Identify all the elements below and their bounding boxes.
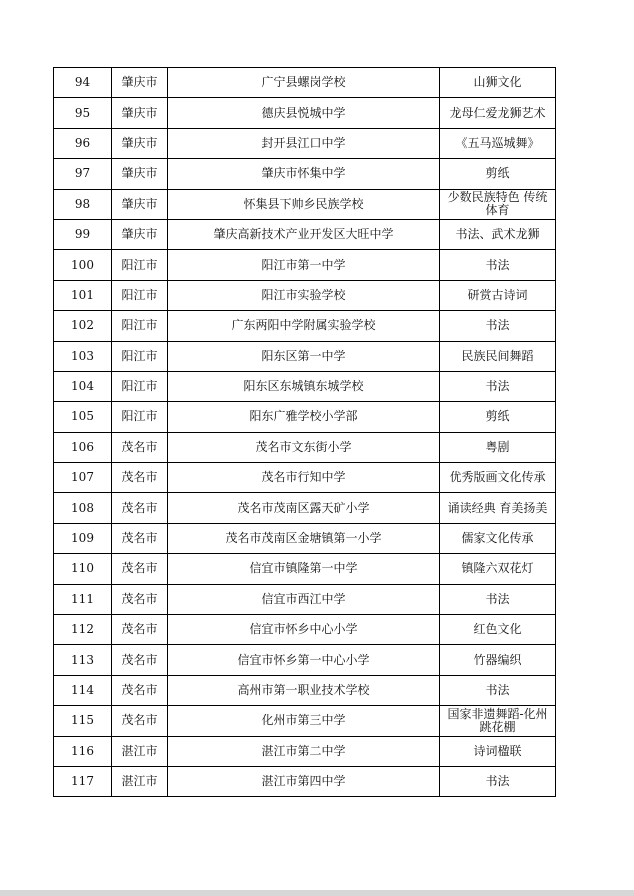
school-name-cell: 信宜市镇隆第一中学: [168, 554, 440, 584]
row-number-cell: 115: [54, 706, 112, 736]
feature-cell: 优秀版画文化传承: [440, 463, 556, 493]
city-cell: 肇庆市: [112, 128, 168, 158]
table-body: [54, 68, 556, 797]
city-cell: 肇庆市: [112, 159, 168, 189]
row-number-cell: 104: [54, 371, 112, 401]
row-number-cell: 95: [54, 98, 112, 128]
table-row: [54, 250, 556, 280]
table-row: [54, 645, 556, 675]
city-cell: 阳江市: [112, 311, 168, 341]
feature-cell: 研赏古诗词: [440, 280, 556, 310]
feature-cell: 国家非遗舞蹈-化州跳花棚: [440, 706, 556, 736]
city-cell: 阳江市: [112, 371, 168, 401]
row-number-cell: 102: [54, 311, 112, 341]
city-cell: 肇庆市: [112, 68, 168, 98]
feature-cell: 书法: [440, 766, 556, 796]
table-row: [54, 493, 556, 523]
feature-cell: 少数民族特色 传统体育: [440, 189, 556, 219]
row-number-cell: 114: [54, 675, 112, 705]
table-row: [54, 736, 556, 766]
feature-cell: 诗词楹联: [440, 736, 556, 766]
school-name-cell: 阳江市第一中学: [168, 250, 440, 280]
school-name-cell: 肇庆市怀集中学: [168, 159, 440, 189]
row-number-cell: 98: [54, 189, 112, 219]
school-name-cell: 湛江市第四中学: [168, 766, 440, 796]
city-cell: 阳江市: [112, 280, 168, 310]
row-number-cell: 108: [54, 493, 112, 523]
row-number-cell: 106: [54, 432, 112, 462]
row-number-cell: 103: [54, 341, 112, 371]
city-cell: 湛江市: [112, 736, 168, 766]
row-number-cell: 100: [54, 250, 112, 280]
feature-cell: 镇隆六双花灯: [440, 554, 556, 584]
table-row: [54, 432, 556, 462]
city-cell: 肇庆市: [112, 219, 168, 249]
feature-cell: 书法、武术龙狮: [440, 219, 556, 249]
table-row: [54, 311, 556, 341]
table-row: [54, 68, 556, 98]
school-name-cell: 封开县江口中学: [168, 128, 440, 158]
school-name-cell: 湛江市第二中学: [168, 736, 440, 766]
city-cell: 茂名市: [112, 554, 168, 584]
table-row: [54, 219, 556, 249]
row-number-cell: 94: [54, 68, 112, 98]
table-row: [54, 189, 556, 219]
city-cell: 茂名市: [112, 615, 168, 645]
city-cell: 阳江市: [112, 402, 168, 432]
row-number-cell: 110: [54, 554, 112, 584]
table-row: [54, 463, 556, 493]
school-name-cell: 阳东区东城镇东城学校: [168, 371, 440, 401]
feature-cell: 书法: [440, 675, 556, 705]
school-name-cell: 阳东广雅学校小学部: [168, 402, 440, 432]
row-number-cell: 111: [54, 584, 112, 614]
table-row: [54, 584, 556, 614]
feature-cell: 书法: [440, 584, 556, 614]
row-number-cell: 117: [54, 766, 112, 796]
city-cell: 茂名市: [112, 432, 168, 462]
feature-cell: 诵读经典 育美扬美: [440, 493, 556, 523]
school-name-cell: 高州市第一职业技术学校: [168, 675, 440, 705]
city-cell: 湛江市: [112, 766, 168, 796]
school-name-cell: 阳东区第一中学: [168, 341, 440, 371]
school-name-cell: 广宁县螺岗学校: [168, 68, 440, 98]
feature-cell: 书法: [440, 371, 556, 401]
table-row: [54, 341, 556, 371]
city-cell: 茂名市: [112, 463, 168, 493]
city-cell: 茂名市: [112, 584, 168, 614]
city-cell: 阳江市: [112, 341, 168, 371]
page-bottom-edge: [0, 890, 634, 896]
school-name-cell: 肇庆高新技术产业开发区大旺中学: [168, 219, 440, 249]
table-row: [54, 554, 556, 584]
table-row: [54, 280, 556, 310]
feature-cell: 儒家文化传承: [440, 523, 556, 553]
row-number-cell: 96: [54, 128, 112, 158]
school-name-cell: 广东两阳中学附属实验学校: [168, 311, 440, 341]
city-cell: 茂名市: [112, 493, 168, 523]
city-cell: 茂名市: [112, 645, 168, 675]
school-name-cell: 信宜市西江中学: [168, 584, 440, 614]
feature-cell: 民族民间舞蹈: [440, 341, 556, 371]
row-number-cell: 112: [54, 615, 112, 645]
table-row: [54, 523, 556, 553]
feature-cell: 竹器编织: [440, 645, 556, 675]
table-row: [54, 371, 556, 401]
feature-cell: 书法: [440, 250, 556, 280]
school-name-cell: 信宜市怀乡第一中心小学: [168, 645, 440, 675]
city-cell: 肇庆市: [112, 189, 168, 219]
table-row: [54, 675, 556, 705]
feature-cell: 剪纸: [440, 402, 556, 432]
table-row: [54, 766, 556, 796]
school-name-cell: 茂名市茂南区露天矿小学: [168, 493, 440, 523]
school-name-cell: 化州市第三中学: [168, 706, 440, 736]
table-row: [54, 98, 556, 128]
school-name-cell: 信宜市怀乡中心小学: [168, 615, 440, 645]
feature-cell: 粤剧: [440, 432, 556, 462]
table-row: [54, 402, 556, 432]
row-number-cell: 99: [54, 219, 112, 249]
city-cell: 茂名市: [112, 523, 168, 553]
school-name-cell: 茂名市行知中学: [168, 463, 440, 493]
school-list-table: [53, 67, 556, 797]
school-name-cell: 茂名市文东街小学: [168, 432, 440, 462]
city-cell: 肇庆市: [112, 98, 168, 128]
table-row: [54, 706, 556, 736]
feature-cell: 书法: [440, 311, 556, 341]
row-number-cell: 109: [54, 523, 112, 553]
row-number-cell: 97: [54, 159, 112, 189]
school-name-cell: 茂名市茂南区金塘镇第一小学: [168, 523, 440, 553]
city-cell: 茂名市: [112, 675, 168, 705]
table-row: [54, 159, 556, 189]
city-cell: 阳江市: [112, 250, 168, 280]
row-number-cell: 101: [54, 280, 112, 310]
row-number-cell: 116: [54, 736, 112, 766]
table-row: [54, 128, 556, 158]
school-name-cell: 怀集县下帅乡民族学校: [168, 189, 440, 219]
school-name-cell: 德庆县悦城中学: [168, 98, 440, 128]
row-number-cell: 107: [54, 463, 112, 493]
feature-cell: 《五马巡城舞》: [440, 128, 556, 158]
row-number-cell: 113: [54, 645, 112, 675]
feature-cell: 龙母仁爱龙狮艺术: [440, 98, 556, 128]
feature-cell: 红色文化: [440, 615, 556, 645]
table-row: [54, 615, 556, 645]
city-cell: 茂名市: [112, 706, 168, 736]
school-name-cell: 阳江市实验学校: [168, 280, 440, 310]
feature-cell: 山狮文化: [440, 68, 556, 98]
feature-cell: 剪纸: [440, 159, 556, 189]
row-number-cell: 105: [54, 402, 112, 432]
